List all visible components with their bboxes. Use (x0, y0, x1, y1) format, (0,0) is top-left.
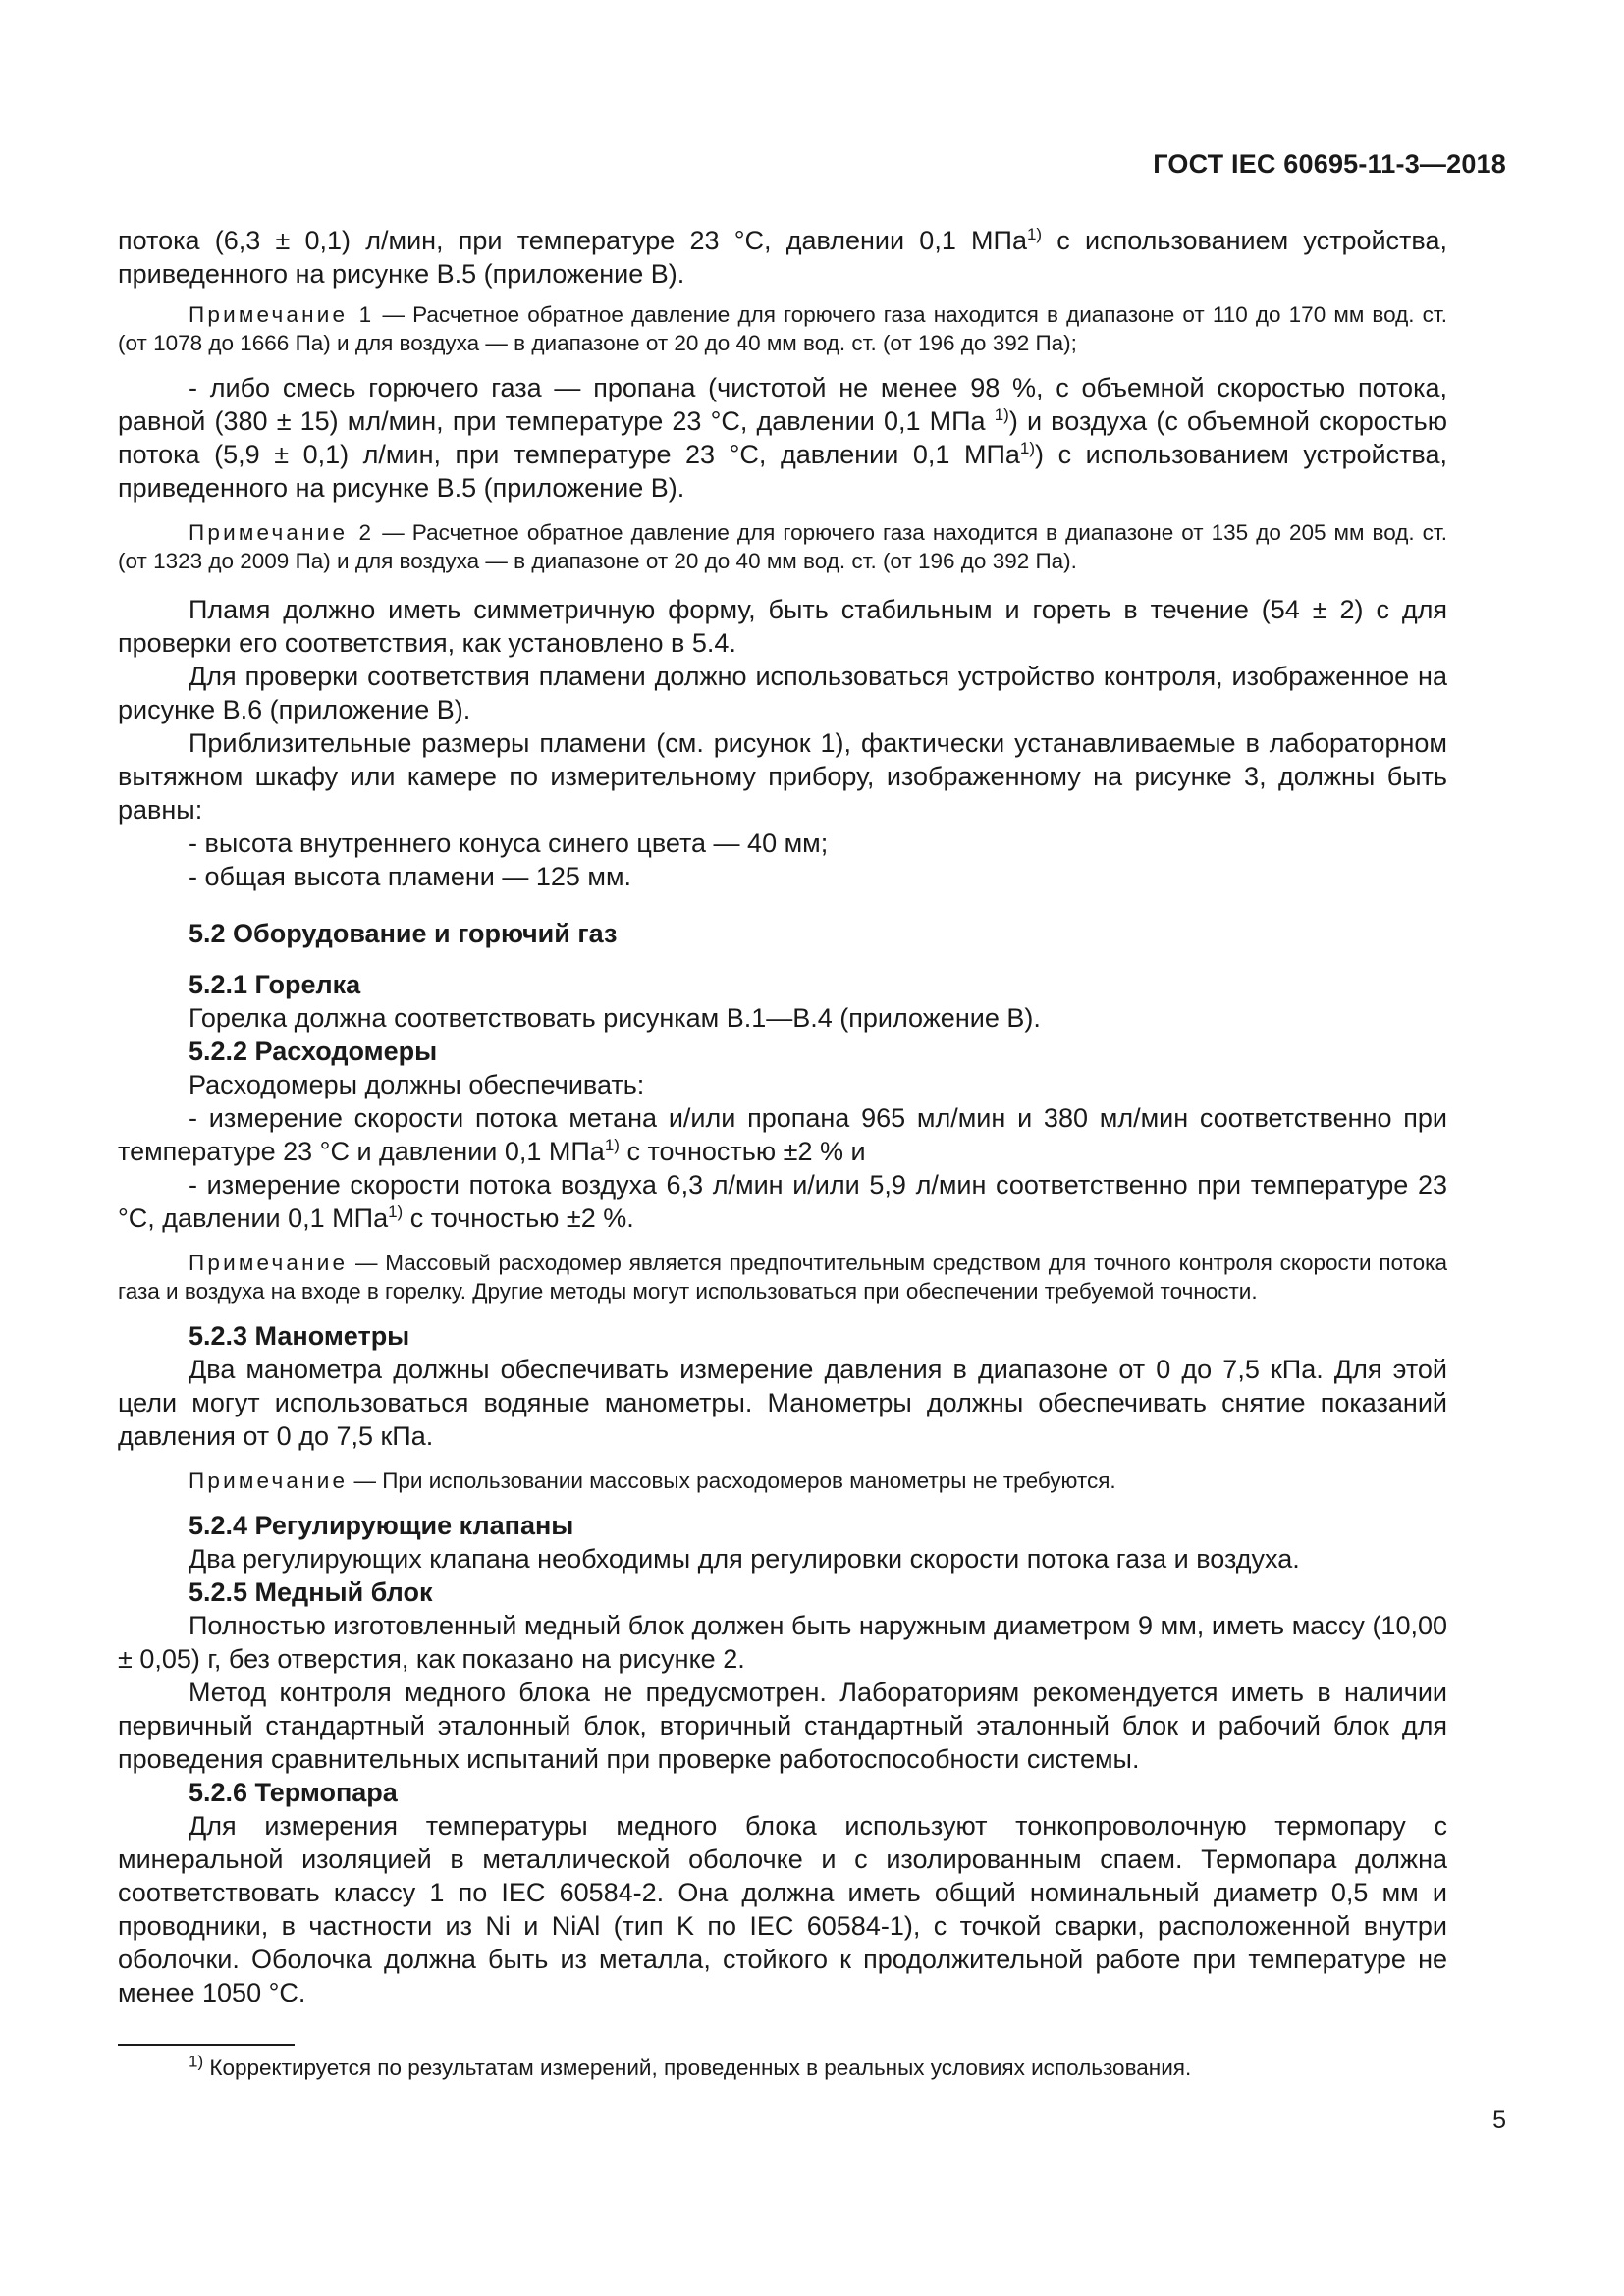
footnote-divider (118, 2044, 295, 2046)
paragraph-propane-mixture: - либо смесь горючего газа — пропана (чистотой не менее 98 %, с объемной скоростью потока, равной (380 ± 15) мл/мин, при температуре 23 °C, давлении 0,1 МПа $^{1)}$) и воздуха (с объемной скоростью потока (5,9 ± 0,1) л/мин, при температуре 23 °C, давлении 0,1 МПа$^{1)}$) с использованием устройства, приведенного на рисунке B.5 (приложение B). (118, 373, 1447, 503)
section-heading-5-2-3: 5.2.3 Манометры (189, 1321, 410, 1351)
section-heading-5-2-1: 5.2.1 Горелка (189, 970, 361, 999)
list-item-total-height: - общая высота пламени — 125 мм. (189, 862, 632, 891)
paragraph-copper-block: Полностью изготовленный медный блок должен быть наружным диаметром 9 мм, иметь массу (10,00 ± 0,05) г, без отверстия, как показано на рисунке 2. (118, 1611, 1447, 1674)
section-heading-5-2-5: 5.2.5 Медный блок (189, 1577, 433, 1607)
paragraph-flame-dimensions: Приблизительные размеры пламени (см. рисунок 1), фактически устанавливаемые в лабораторном вытяжном шкафу или камере по измерительному прибору, изображенному на рисунке 3, должны быть равны: (118, 728, 1447, 825)
note-2: Примечание 2 — Расчетное обратное давление для горючего газа находится в диапазоне от 135 до 205 мм вод. ст. (от 1323 до 2009 Па) и для воздуха — в диапазоне от 20 до 40 мм вод. ст. (от 196 до 392 Па). (118, 520, 1447, 573)
paragraph-manometers: Два манометра должны обеспечивать измерение давления в диапазоне от 0 до 7,5 кПа. Для этой цели могут использоваться водяные манометры. Манометры должны обеспечивать снятие показаний давления от 0 до 7,5 кПа. (118, 1355, 1447, 1451)
note-mass-flowmeter: Примечание — Массовый расходомер является предпочтительным средством для точного контроля скорости потока газа и воздуха на входе в горелку. Другие методы могут использоваться при обеспечении требуемой точности. (118, 1251, 1447, 1304)
note-manometers: Примечание — При использовании массовых расходомеров манометры не требуются. (189, 1468, 1116, 1493)
section-heading-5-2: 5.2 Оборудование и горючий газ (189, 919, 618, 948)
paragraph-control-valves: Два регулирующих клапана необходимы для регулировки скорости потока газа и воздуха. (189, 1544, 1300, 1574)
paragraph-flowmeters-intro: Расходомеры должны обеспечивать: (189, 1070, 645, 1099)
note-1: Примечание 1 — Расчетное обратное давление для горючего газа находится в диапазоне от 110 до 170 мм вод. ст. (от 1078 до 1666 Па) и для воздуха — в диапазоне от 20 до 40 мм вод. ст. (от 196 до 392 Па); (118, 302, 1447, 355)
page-content (118, 224, 1447, 2009)
section-heading-5-2-6: 5.2.6 Термопара (189, 1778, 398, 1807)
document-code-header: ГОСТ IEC 60695-11-3—2018 (1153, 149, 1506, 179)
paragraph-flame-check-device: Для проверки соответствия пламени должно использоваться устройство контроля, изображенное на рисунке B.6 (приложение B). (118, 662, 1447, 724)
paragraph-flame-shape: Пламя должно иметь симметричную форму, быть стабильным и гореть в течение (54 ± 2) с для проверки его соответствия, как установлено в 5.4. (118, 595, 1447, 658)
list-item-air-flow: - измерение скорости потока воздуха 6,3 л/мин и/или 5,9 л/мин соответственно при температуре 23 °C, давлении 0,1 МПа$^{1)}$ с точностью ±2 %. (118, 1170, 1447, 1233)
section-heading-5-2-2: 5.2.2 Расходомеры (189, 1037, 438, 1066)
paragraph-flow-air: потока (6,3 ± 0,1) л/мин, при температуре 23 °C, давлении 0,1 МПа$^{1)}$ с использованием устройства, приведенного на рисунке B.5 (приложение B). (118, 225, 1447, 289)
page-number: 5 (1492, 2107, 1506, 2134)
paragraph-burner: Горелка должна соответствовать рисункам B.1—B.4 (приложение B). (189, 1003, 1041, 1033)
footnote: $^{1)}$ Корректируется по результатам измерений, проведенных в реальных условиях использования. (189, 2052, 1192, 2080)
list-item-gas-flow: - измерение скорости потока метана и/или пропана 965 мл/мин и 380 мл/мин соответственно при температуре 23 °C и давлении 0,1 МПа$^{1)}$ с точностью ±2 % и (118, 1103, 1447, 1166)
paragraph-thermocouple: Для измерения температуры медного блока используют тонкопроволочную термопару с минеральной изоляцией в металлической оболочке и с изолированным спаем. Термопара должна соответствовать классу 1 по IEC 60584-2. Она должна иметь общий номинальный диаметр 0,5 мм и проводники, в частности из Ni и NiAl (тип K по IEC 60584-1), с точкой сварки, расположенной внутри оболочки. Оболочка должна быть из металла, стойкого к продолжительной работе при температуре не менее 1050 °C. (118, 1811, 1447, 2007)
paragraph-copper-block-control: Метод контроля медного блока не предусмотрен. Лабораториям рекомендуется иметь в наличии первичный стандартный эталонный блок, вторичный стандартный эталонный блок и рабочий блок для проведения сравнительных испытаний при проверке работоспособности системы. (118, 1678, 1447, 1774)
section-heading-5-2-4: 5.2.4 Регулирующие клапаны (189, 1511, 574, 1540)
list-item-inner-cone: - высота внутреннего конуса синего цвета — 40 мм; (189, 828, 829, 858)
